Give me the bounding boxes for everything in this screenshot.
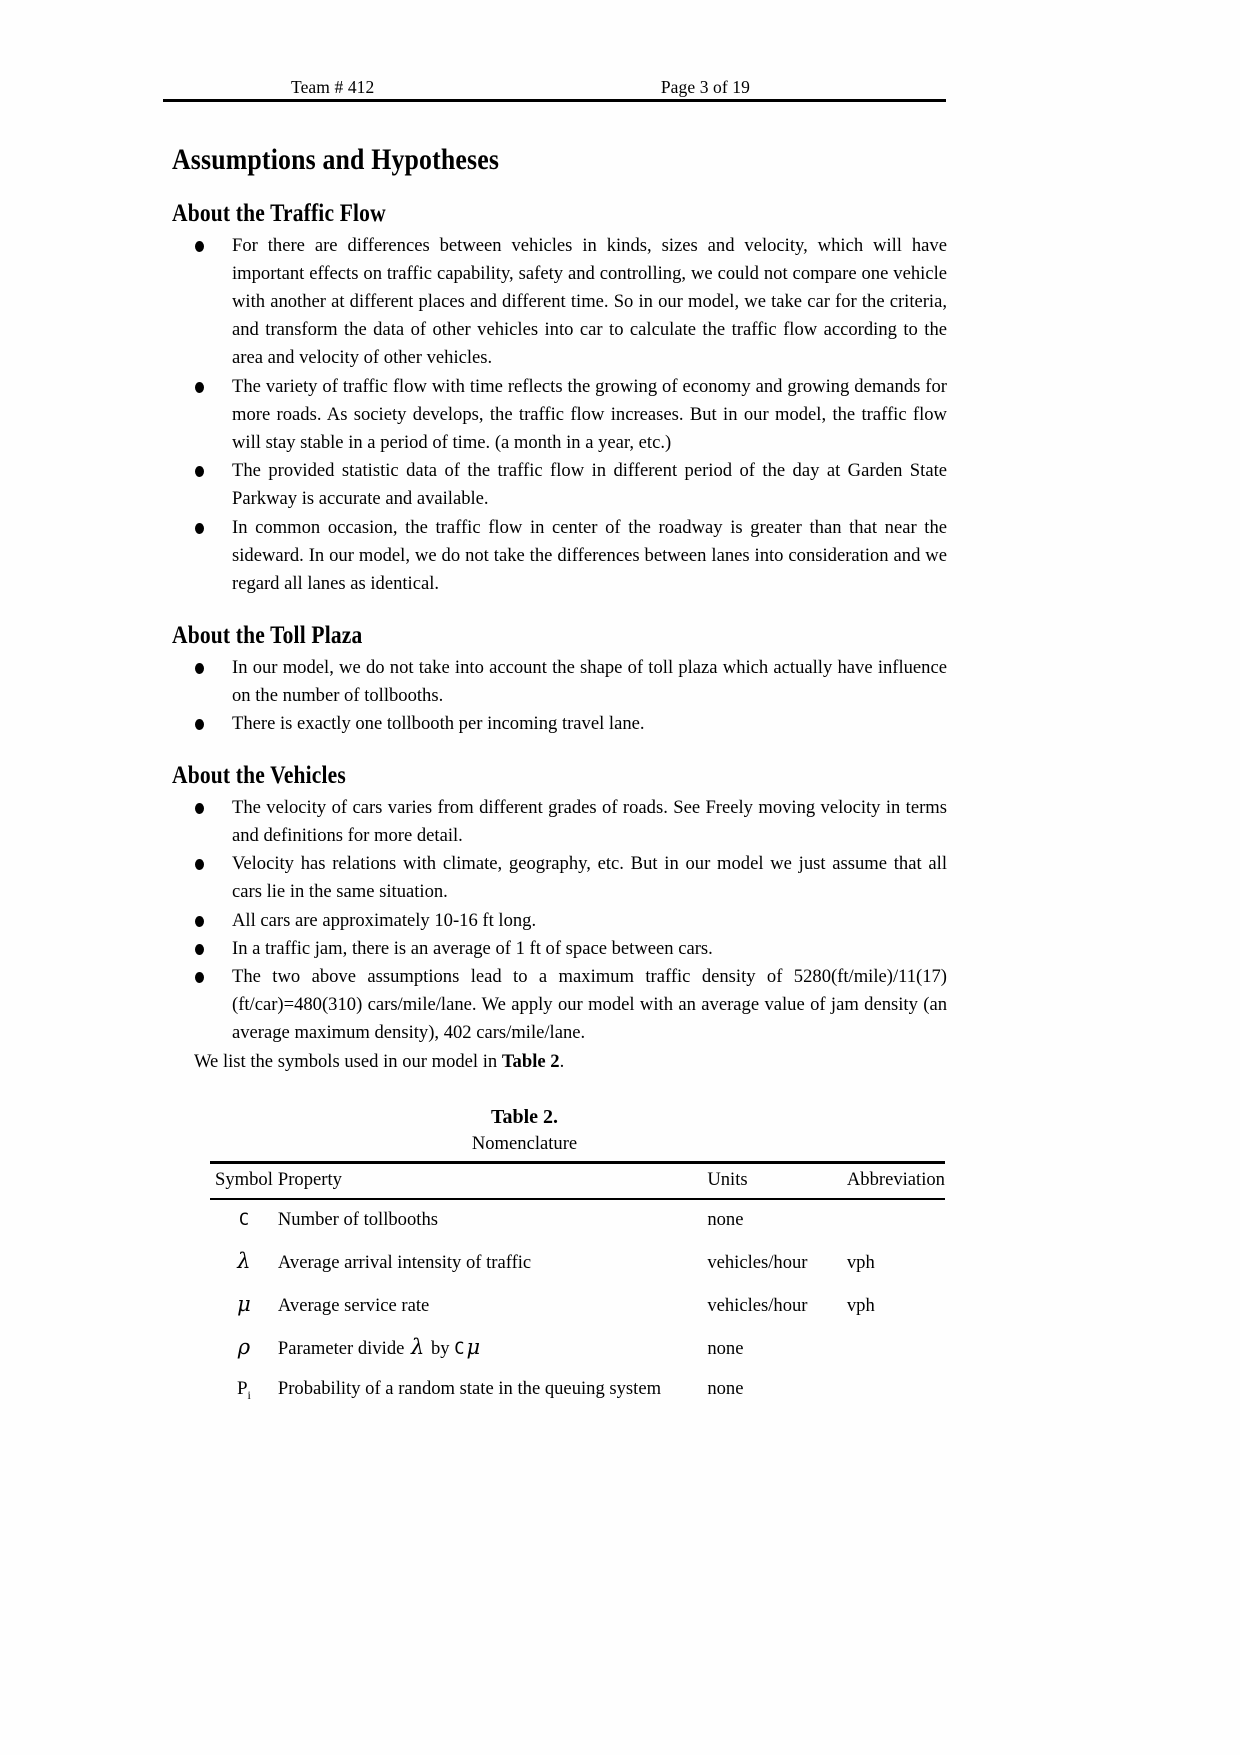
list-item-text: In our model, we do not take into account the shape of toll plaza which actually have influence on the number of tollbooths. bbox=[232, 656, 947, 706]
table-row bbox=[210, 1369, 945, 1412]
cell-property bbox=[278, 1326, 707, 1369]
vehicles-bullet-list bbox=[172, 794, 947, 1048]
symbol-subscript-i: i bbox=[247, 1387, 251, 1402]
header-team-label: Team # 412 bbox=[291, 77, 375, 97]
table-row bbox=[210, 1240, 945, 1283]
list-item bbox=[184, 654, 947, 710]
header-rule bbox=[163, 99, 946, 102]
list-item bbox=[184, 232, 947, 373]
cell-symbol bbox=[210, 1283, 278, 1326]
running-header bbox=[163, 77, 946, 98]
cell-symbol bbox=[210, 1369, 278, 1412]
table-row bbox=[210, 1199, 945, 1240]
list-item bbox=[184, 850, 947, 906]
property-text-part: Parameter divide bbox=[277, 1337, 410, 1359]
symbol-glyph-mu: μ bbox=[237, 1291, 251, 1316]
bullet-icon bbox=[195, 382, 204, 393]
list-item bbox=[184, 514, 947, 599]
column-header-property: Property bbox=[278, 1162, 707, 1199]
list-item-text: The provided statistic data of the traffic flow in different period of the day at Garden State Parkway is accurate and available. bbox=[232, 460, 947, 510]
section-heading-toll-plaza: About the Toll Plaza bbox=[172, 622, 363, 650]
symbol-glyph-rho: ρ bbox=[237, 1334, 251, 1359]
list-item-text: There is exactly one tollbooth per incoming travel lane. bbox=[232, 713, 645, 735]
bullet-icon bbox=[195, 719, 204, 730]
header-page-label: Page 3 of 19 bbox=[660, 77, 750, 97]
list-item bbox=[184, 710, 947, 738]
list-item-text: In common occasion, the traffic flow in center of the roadway is greater than that near the sideward. In our model, we do not take the differences between lanes into consideration and we regard all lanes as identical. bbox=[232, 516, 947, 594]
cell-units: vehicles/hour bbox=[707, 1251, 808, 1273]
bullet-icon bbox=[195, 916, 204, 927]
cell-units: vehicles/hour bbox=[707, 1294, 808, 1316]
symbol-glyph-lambda: λ bbox=[237, 1248, 251, 1273]
cell-units: none bbox=[707, 1377, 744, 1399]
cell-property: Average arrival intensity of traffic bbox=[277, 1251, 532, 1273]
section-heading-vehicles: About the Vehicles bbox=[172, 762, 346, 790]
cell-units: none bbox=[707, 1337, 744, 1359]
bullet-icon bbox=[195, 241, 204, 252]
cell-symbol bbox=[210, 1326, 278, 1369]
table-row bbox=[210, 1283, 945, 1326]
list-item-text: All cars are approximately 10-16 ft long. bbox=[232, 909, 537, 931]
cell-abbreviation: vph bbox=[846, 1251, 875, 1273]
property-text-part: by bbox=[426, 1337, 455, 1359]
list-item bbox=[184, 907, 947, 935]
symbol-glyph-p: P bbox=[236, 1377, 248, 1399]
list-item-text: The velocity of cars varies from different grades of roads. See Freely moving velocity in terms and definitions for more detail. bbox=[232, 796, 947, 846]
cell-property: Probability of a random state in the queuing system bbox=[277, 1377, 662, 1399]
table-body bbox=[210, 1199, 945, 1412]
document-content bbox=[172, 131, 947, 1412]
list-item-text: The two above assumptions lead to a maximum traffic density of 5280(ft/mile)/11(17)(ft/car)=480(310) cars/mile/lane. We apply our model with an average value of jam density (an average maximum density), 402 cars/mile/lane. bbox=[232, 965, 947, 1044]
cell-property: Average service rate bbox=[277, 1294, 430, 1316]
bullet-icon bbox=[195, 859, 204, 870]
list-item-text: The variety of traffic flow with time reflects the growing of economy and growing demands for more roads. As society develops, the traffic flow increases. But in our model, the traffic flow will stay stable in a period of time. (a month in a year, etc.) bbox=[232, 375, 947, 453]
cell-abbreviation: vph bbox=[846, 1294, 875, 1316]
cell-symbol bbox=[210, 1240, 278, 1283]
cell-abbreviation bbox=[847, 1199, 945, 1240]
list-item-text: For there are differences between vehicles in kinds, sizes and velocity, which will have important effects on traffic capability, safety and controlling, we could not compare one vehicle with another at different places and different time. So in our model, we take car for the criteria, and transform the data of other vehicles into car to calculate the traffic flow according to the area and velocity of other vehicles. bbox=[232, 234, 947, 369]
table-header-row bbox=[210, 1162, 945, 1199]
list-item bbox=[184, 963, 947, 1048]
cell-property: Number of tollbooths bbox=[277, 1208, 438, 1230]
list-item-text: In a traffic jam, there is an average of 1 ft of space between cars. bbox=[232, 937, 713, 959]
column-header-symbol: Symbol bbox=[210, 1162, 278, 1199]
bullet-icon bbox=[195, 803, 204, 814]
bullet-icon bbox=[195, 523, 204, 534]
symbol-glyph-c: C bbox=[238, 1209, 250, 1230]
list-item-text: Velocity has relations with climate, geography, etc. But in our model we just assume that all cars lie in the same situation. bbox=[232, 853, 947, 903]
table-row bbox=[210, 1326, 945, 1369]
cell-symbol bbox=[210, 1199, 278, 1240]
closing-text-after: . bbox=[559, 1050, 565, 1072]
table-header bbox=[210, 1162, 945, 1199]
nomenclature-table-block bbox=[172, 1106, 947, 1412]
toll-plaza-bullet-list bbox=[172, 654, 947, 739]
symbol-glyph-c-inline: C bbox=[454, 1338, 465, 1359]
bullet-icon bbox=[195, 944, 204, 955]
list-item bbox=[184, 794, 947, 850]
section-heading-traffic-flow: About the Traffic Flow bbox=[172, 200, 386, 227]
list-item bbox=[184, 935, 947, 963]
closing-text-before: We list the symbols used in our model in bbox=[194, 1050, 502, 1072]
cell-abbreviation bbox=[847, 1369, 945, 1412]
nomenclature-table bbox=[210, 1161, 945, 1412]
bullet-icon bbox=[195, 972, 204, 983]
symbol-glyph-mu-inline: μ bbox=[466, 1334, 481, 1359]
traffic-flow-bullet-list bbox=[172, 232, 947, 599]
table-caption: Nomenclature bbox=[471, 1132, 578, 1154]
list-item bbox=[184, 373, 947, 458]
symbol-glyph-lambda-inline: λ bbox=[411, 1334, 425, 1359]
closing-paragraph bbox=[172, 1048, 947, 1076]
column-header-units: Units bbox=[707, 1162, 847, 1199]
page-title: Assumptions and Hypotheses bbox=[172, 143, 500, 176]
cell-abbreviation bbox=[847, 1326, 945, 1369]
table-reference: Table 2 bbox=[501, 1050, 560, 1072]
bullet-icon bbox=[195, 466, 204, 477]
column-header-abbreviation: Abbreviation bbox=[847, 1162, 945, 1199]
bullet-icon bbox=[195, 663, 204, 674]
cell-units: none bbox=[707, 1208, 744, 1230]
table-title: Table 2. bbox=[490, 1105, 559, 1128]
list-item bbox=[184, 457, 947, 513]
